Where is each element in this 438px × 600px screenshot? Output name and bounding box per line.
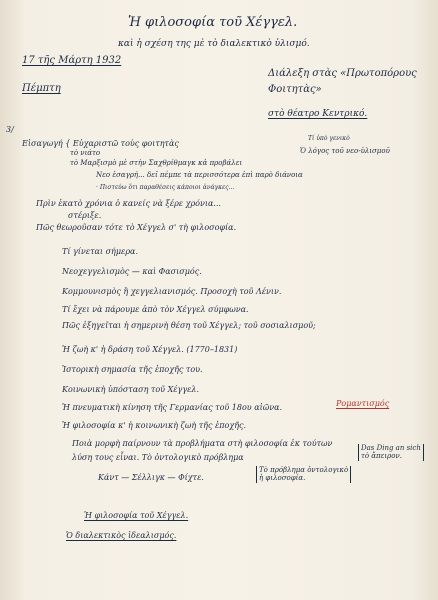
boxed-right-line-2: τὸ ἄπειρον. (361, 452, 402, 461)
line-10: Ἱστορικὴ σημασία τῆς ἐποχῆς του. (62, 365, 203, 374)
line-8: Πῶς ἐξηγεῖται ἡ σημερινὴ θέση τοῦ Χέγγελ; τοῦ σοσιαλισμοῦ; (62, 321, 316, 330)
line-12: Ἡ πνευματικὴ κίνηση τῆς Γερμανίας τοῦ 18ου αἰῶνα. (62, 403, 283, 412)
line-16: Κάντ — Σέλλιγκ — Φίχτε. (98, 473, 204, 482)
line-7: Τί ἔχει νὰ πάρουμε ἀπὸ τὸν Χέγγελ σύμφωνα. (62, 305, 249, 314)
line-4: Τί γίνεται σήμερα. (62, 247, 138, 256)
red-annotation: Ρομαντισμός (336, 399, 390, 408)
line-1: Πρὶν ἑκατὸ χρόνια ὁ κανείς νὰ ξέρε χρόνια... (36, 199, 222, 208)
boxed-right-line-1: Das Ding an sich (361, 444, 421, 452)
boxed-middle-line-1: Τὸ πρόβλημα ὀντολογικὸ (259, 466, 349, 474)
page-number: 3/ (6, 125, 14, 134)
line-11: Κοινωνικὴ ὑπόσταση τοῦ Χέγγελ. (62, 385, 200, 394)
page-subtitle: καὶ ἡ σχέση της μὲ τὸ διαλεκτικὸ ὑλισμό. (118, 39, 310, 49)
final-line: Ὁ διαλεκτικὸς ἰδεαλισμός. (66, 531, 177, 540)
line-3: Πῶς θεωροῦσαν τότε τὸ Χέγγελ σ' τὴ φιλοσοφία. (36, 223, 237, 232)
line-15: λύση τους εἶναι. Τὸ ὀντολογικὸ πρόβλημα (72, 453, 244, 462)
lecture-heading: Διάλεξη στὰς «Πρωτοπόρους Φοιτητὰς» (268, 68, 417, 95)
venue: στὸ θέατρο Κεντρικό. (268, 109, 368, 119)
boxed-note-right (358, 444, 424, 461)
intro-line-5: · Πιστεύω ὅτι παραθέσεις κάποιοι ἀνάγκες... (96, 184, 235, 191)
line-5: Νεοχεγγελισμὸς — καὶ Φασισμός. (62, 267, 202, 276)
section-heading: Ἡ φιλοσοφία τοῦ Χέγγελ. (84, 511, 189, 520)
line-2: στέριξε. (68, 211, 102, 220)
line-13: Ἡ φιλοσοφία κ' ἡ κοινωνικὴ ζωὴ τῆς ἐποχῆς. (62, 421, 247, 430)
intro-line-3: τὸ Μαρξισμὸ μὲ στὴν Σαχθρίθμαγκ κἀ προβάλει (70, 159, 243, 167)
line-9: Ἡ ζωὴ κ' ἡ δράση τοῦ Χέγγελ. (1770–1831) (62, 345, 238, 354)
boxed-note-middle (256, 466, 351, 483)
page-title: Ἡ φιλοσοφία τοῦ Χέγγελ. (128, 15, 298, 30)
intro-line-2: τὸ νιάτο (70, 149, 101, 157)
intro-line-4: Νεο ἐσαγρή... δεῖ πέμπε τὰ περισσότερα ἐπὶ παρὸ διάνοια (96, 171, 303, 179)
line-6: Κομμουνισμὸς ἢ χεγγελιανισμός. Προσοχὴ τοῦ Λένιν. (62, 287, 282, 296)
date: 17 τῆς Μάρτη 1932 (22, 55, 122, 66)
intro-line-7: Ὁ λόγος τοῦ νεο-ὑλισμοῦ (300, 147, 390, 155)
weekday: Πέμπτη (22, 83, 61, 94)
intro-line-1: Εἰσαγωγή { Εὐχαριστῶ τοὺς φοιτητὰς (22, 139, 179, 148)
intro-line-6: Τί ὑπὸ γενικὸ (308, 135, 350, 142)
boxed-middle-line-2: ἡ φιλοσοφία. (259, 474, 306, 483)
line-14: Ποιὰ μορφὴ παίρνουν τὰ προβλήματα στὴ φιλοσοφία ἐκ τούτων (72, 439, 333, 448)
